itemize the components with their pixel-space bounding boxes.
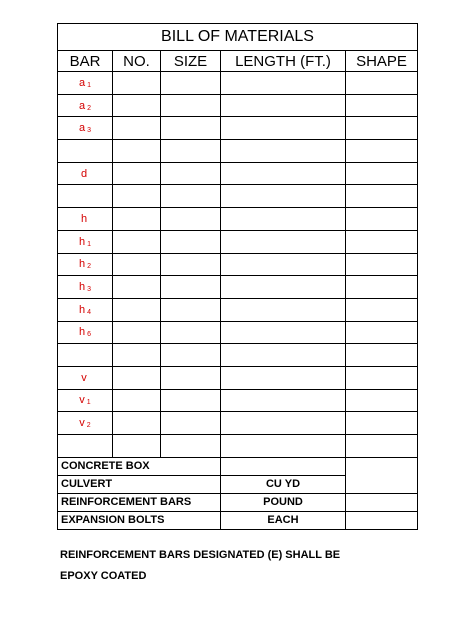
bar-mark: d bbox=[80, 167, 88, 180]
shape-cell bbox=[346, 412, 418, 435]
size-cell bbox=[161, 298, 221, 321]
expansion-bolts-label: EXPANSION BOLTS bbox=[58, 511, 221, 529]
shape-cell bbox=[346, 298, 418, 321]
shape-cell bbox=[346, 94, 418, 117]
no-cell bbox=[113, 321, 161, 344]
length-cell bbox=[221, 94, 346, 117]
size-cell bbox=[161, 366, 221, 389]
concrete-label-line1: CONCRETE BOX bbox=[58, 457, 221, 475]
shape-cell bbox=[346, 208, 418, 231]
size-cell bbox=[161, 140, 221, 163]
no-cell bbox=[113, 185, 161, 208]
reinforcement-bars-label: REINFORCEMENT BARS bbox=[58, 493, 221, 511]
bar-mark-cell bbox=[58, 162, 113, 185]
bar-mark-cell bbox=[58, 230, 113, 253]
footer-section bbox=[58, 457, 418, 529]
col-header-no: NO. bbox=[113, 51, 161, 72]
no-cell bbox=[113, 253, 161, 276]
no-cell bbox=[113, 208, 161, 231]
bar-mark-subscript: 1 bbox=[86, 399, 91, 407]
no-cell bbox=[113, 389, 161, 412]
length-cell bbox=[221, 435, 346, 458]
expansion-value-cell bbox=[346, 511, 418, 529]
length-cell bbox=[221, 72, 346, 95]
bar-mark-cell bbox=[58, 117, 113, 140]
table-row bbox=[58, 276, 418, 299]
size-cell bbox=[161, 94, 221, 117]
bar-mark: h bbox=[78, 235, 86, 248]
length-cell bbox=[221, 389, 346, 412]
length-cell bbox=[221, 253, 346, 276]
shape-cell bbox=[346, 253, 418, 276]
table-row bbox=[58, 435, 418, 458]
col-header-shape: SHAPE bbox=[346, 51, 418, 72]
bar-mark-subscript: 3 bbox=[87, 127, 92, 135]
no-cell bbox=[113, 435, 161, 458]
table-row bbox=[58, 253, 418, 276]
bar-mark-cell bbox=[58, 344, 113, 367]
bar-mark-cell bbox=[58, 94, 113, 117]
col-header-bar: BAR bbox=[58, 51, 113, 72]
length-cell bbox=[221, 276, 346, 299]
bar-mark: h bbox=[78, 258, 86, 271]
bar-mark-cell bbox=[58, 435, 113, 458]
shape-cell bbox=[346, 72, 418, 95]
bar-mark: a bbox=[78, 76, 86, 89]
bar-mark: h bbox=[80, 212, 88, 225]
length-cell bbox=[221, 162, 346, 185]
no-cell bbox=[113, 366, 161, 389]
table-row bbox=[58, 230, 418, 253]
bar-mark: v bbox=[81, 371, 87, 384]
table-row bbox=[58, 412, 418, 435]
no-cell bbox=[113, 412, 161, 435]
no-cell bbox=[113, 162, 161, 185]
col-header-length: LENGTH (FT.) bbox=[221, 51, 346, 72]
no-cell bbox=[113, 276, 161, 299]
size-cell bbox=[161, 208, 221, 231]
expansion-unit: EACH bbox=[221, 511, 346, 529]
size-cell bbox=[161, 72, 221, 95]
size-cell bbox=[161, 253, 221, 276]
note-line-2: EPOXY COATED bbox=[60, 570, 147, 582]
bar-mark: v bbox=[79, 417, 85, 430]
shape-cell bbox=[346, 117, 418, 140]
size-cell bbox=[161, 321, 221, 344]
table-row bbox=[58, 94, 418, 117]
shape-cell bbox=[346, 276, 418, 299]
shape-cell bbox=[346, 162, 418, 185]
shape-cell bbox=[346, 230, 418, 253]
bar-mark-cell bbox=[58, 412, 113, 435]
bar-mark-subscript: 2 bbox=[87, 263, 92, 271]
header-row bbox=[58, 51, 418, 72]
note-line-1: REINFORCEMENT BARS DESIGNATED (E) SHALL BE bbox=[60, 549, 341, 561]
reinforcement-value-cell bbox=[346, 493, 418, 511]
size-cell bbox=[161, 344, 221, 367]
length-cell bbox=[221, 344, 346, 367]
no-cell bbox=[113, 230, 161, 253]
bar-mark: v bbox=[79, 394, 85, 407]
table-row bbox=[58, 72, 418, 95]
bar-mark-subscript: 2 bbox=[87, 104, 92, 112]
table-title: BILL OF MATERIALS bbox=[58, 24, 418, 51]
concrete-label-line2: CULVERT bbox=[58, 475, 221, 493]
size-cell bbox=[161, 162, 221, 185]
table-row bbox=[58, 117, 418, 140]
length-cell bbox=[221, 185, 346, 208]
bar-mark-cell bbox=[58, 366, 113, 389]
shape-cell bbox=[346, 140, 418, 163]
length-cell bbox=[221, 321, 346, 344]
bar-mark-subscript: 2 bbox=[86, 422, 91, 430]
no-cell bbox=[113, 140, 161, 163]
table-row bbox=[58, 162, 418, 185]
length-cell bbox=[221, 230, 346, 253]
no-cell bbox=[113, 94, 161, 117]
length-cell bbox=[221, 298, 346, 321]
shape-cell bbox=[346, 389, 418, 412]
length-cell bbox=[221, 412, 346, 435]
size-cell bbox=[161, 117, 221, 140]
bar-mark-subscript: 1 bbox=[87, 81, 92, 89]
no-cell bbox=[113, 344, 161, 367]
length-cell bbox=[221, 140, 346, 163]
table-row bbox=[58, 344, 418, 367]
concrete-unit: CU YD bbox=[221, 475, 346, 493]
table-row bbox=[58, 366, 418, 389]
bar-mark-cell bbox=[58, 321, 113, 344]
bar-mark-cell bbox=[58, 298, 113, 321]
shape-cell bbox=[346, 344, 418, 367]
shape-cell bbox=[346, 185, 418, 208]
table-row bbox=[58, 185, 418, 208]
size-cell bbox=[161, 389, 221, 412]
length-cell bbox=[221, 366, 346, 389]
table-row bbox=[58, 389, 418, 412]
bar-mark-subscript: 3 bbox=[87, 286, 92, 294]
shape-cell bbox=[346, 366, 418, 389]
size-cell bbox=[161, 435, 221, 458]
shape-cell bbox=[346, 321, 418, 344]
table-row bbox=[58, 298, 418, 321]
bar-mark-cell bbox=[58, 253, 113, 276]
bar-mark-cell bbox=[58, 389, 113, 412]
bar-mark-cell bbox=[58, 276, 113, 299]
concrete-unit-blank bbox=[221, 457, 346, 475]
shape-cell bbox=[346, 435, 418, 458]
bar-mark-subscript: 1 bbox=[87, 240, 92, 248]
size-cell bbox=[161, 412, 221, 435]
table-row bbox=[58, 140, 418, 163]
bar-mark-subscript: 6 bbox=[87, 331, 92, 339]
size-cell bbox=[161, 276, 221, 299]
length-cell bbox=[221, 208, 346, 231]
table-row bbox=[58, 208, 418, 231]
no-cell bbox=[113, 72, 161, 95]
bar-mark-cell bbox=[58, 72, 113, 95]
size-cell bbox=[161, 230, 221, 253]
size-cell bbox=[161, 185, 221, 208]
no-cell bbox=[113, 298, 161, 321]
bar-mark: a bbox=[78, 122, 86, 135]
bar-mark-cell bbox=[58, 140, 113, 163]
bar-mark-cell bbox=[58, 185, 113, 208]
concrete-value-cell bbox=[346, 457, 418, 493]
bar-mark: h bbox=[78, 281, 86, 294]
bar-mark: h bbox=[78, 303, 86, 316]
bill-of-materials-table bbox=[57, 23, 418, 530]
col-header-size: SIZE bbox=[161, 51, 221, 72]
bar-mark-cell bbox=[58, 208, 113, 231]
reinforcement-unit: POUND bbox=[221, 493, 346, 511]
no-cell bbox=[113, 117, 161, 140]
length-cell bbox=[221, 117, 346, 140]
table-row bbox=[58, 321, 418, 344]
bar-mark-subscript: 4 bbox=[87, 308, 92, 316]
bar-mark: a bbox=[78, 99, 86, 112]
bar-mark: h bbox=[78, 326, 86, 339]
